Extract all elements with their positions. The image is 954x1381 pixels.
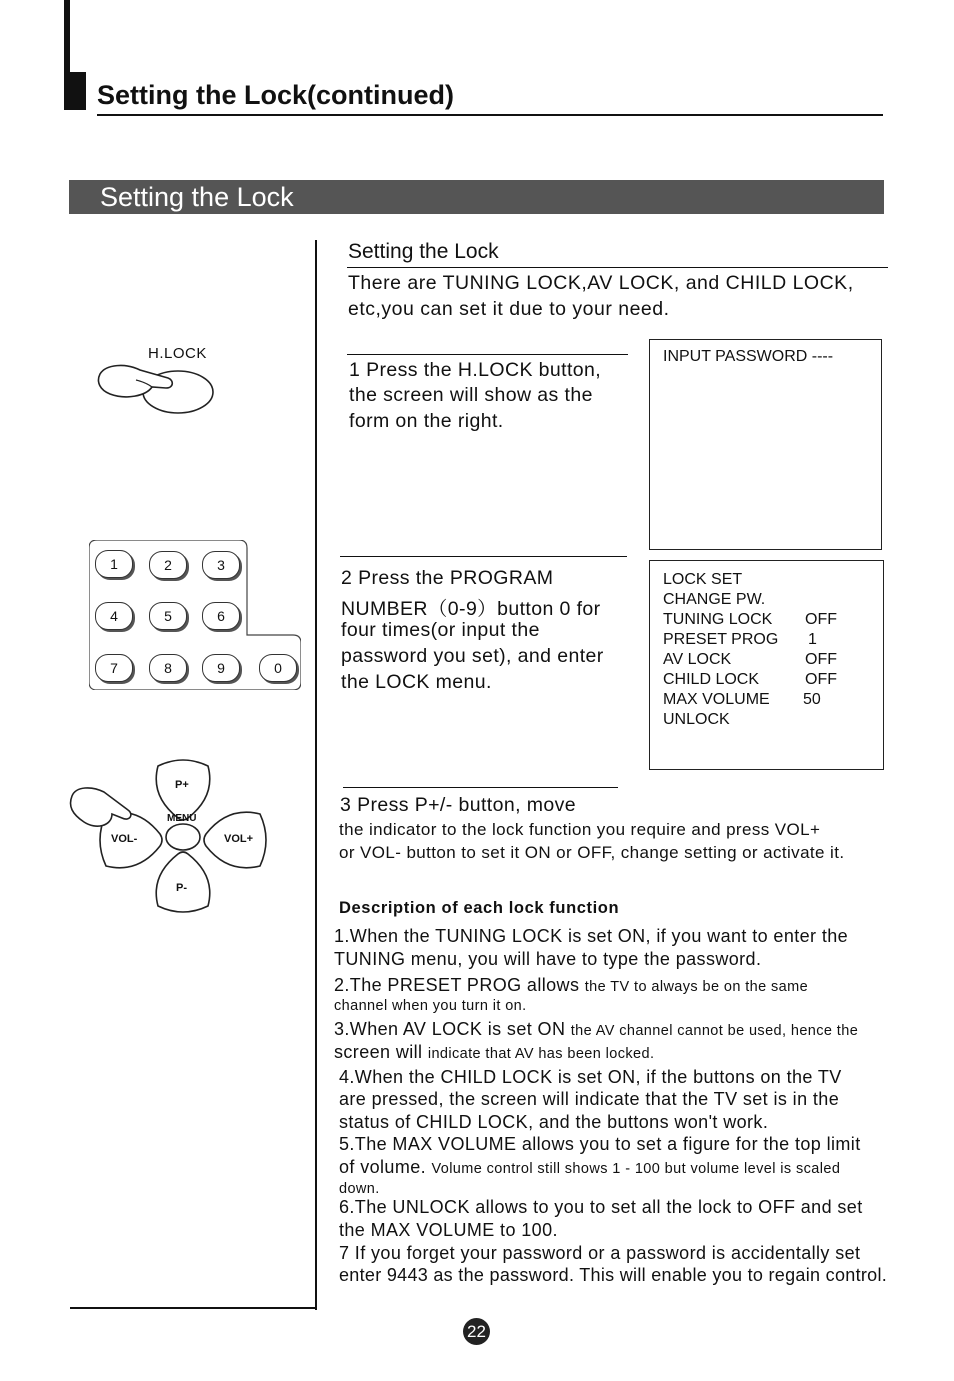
key-9[interactable]: 9 [202, 654, 240, 682]
desc-5-line-1: 5.The MAX VOLUME allows you to set a figure for the top limit [339, 1134, 861, 1154]
menu-row-av-lock: AV LOCK [663, 651, 732, 668]
desc-2-line-2: channel when you turn it on. [334, 998, 527, 1014]
step3-rule [343, 787, 618, 788]
intro-heading-rule [347, 267, 888, 268]
key-8[interactable]: 8 [149, 654, 187, 682]
key-4[interactable]: 4 [95, 602, 133, 630]
menu-row-child-lock: CHILD LOCK [663, 671, 760, 688]
intro-line-2: etc,you can set it due to your need. [348, 298, 670, 320]
step2-line-5: the LOCK menu. [341, 671, 492, 693]
menu-value-tuning-lock: OFF [805, 611, 837, 628]
desc-3-large-text: 3.When AV LOCK is set ON [334, 1019, 571, 1039]
step1-line-1: 1 Press the H.LOCK button, [349, 359, 602, 381]
step1-line-2: the screen will show as the [349, 384, 593, 406]
hlock-button-illustration [96, 360, 220, 418]
menu-row-tuning-lock: TUNING LOCK [663, 611, 773, 628]
key-7[interactable]: 7 [95, 654, 133, 682]
step3-line-1: 3 Press P+/- button, move [340, 794, 576, 816]
menu-row-max-volume: MAX VOLUME [663, 691, 770, 708]
desc-4-line-1: 4.When the CHILD LOCK is set ON, if the buttons on the TV [339, 1067, 842, 1087]
desc-5-line-3: down. [339, 1181, 380, 1197]
remote-direction-pad [66, 752, 276, 922]
desc-3-small-text-2: indicate that AV has been locked. [427, 1046, 655, 1062]
menu-row-change-pw: CHANGE PW. [663, 591, 766, 608]
step2-rule [340, 556, 627, 557]
desc-4-line-3: status of CHILD LOCK, and the buttons won't work. [339, 1112, 769, 1132]
desc-5-line-2 [339, 1157, 840, 1178]
desc-6-line-1: 6.The UNLOCK allows to you to set all the lock to OFF and set [339, 1197, 863, 1217]
desc-5-small-text: Volume control still shows 1 - 100 but volume level is scaled [431, 1161, 841, 1177]
password-prompt: INPUT PASSWORD ---- [663, 348, 834, 365]
key-5[interactable]: 5 [149, 602, 187, 630]
page-number: 22 [467, 1322, 486, 1341]
step3-line-3: or VOL- button to set it ON or OFF, change setting or activate it. [339, 843, 845, 862]
desc-4-line-2: are pressed, the screen will indicate that the TV set is in the [339, 1089, 840, 1109]
desc-2-line-1 [334, 975, 808, 996]
section-bar-title: Setting the Lock [100, 182, 294, 212]
menu-value-av-lock: OFF [805, 651, 837, 668]
desc-5-large-text: of volume. [339, 1157, 432, 1177]
key-2[interactable]: 2 [149, 551, 187, 579]
intro-line-1: There are TUNING LOCK,AV LOCK, and CHILD LOCK, [348, 272, 854, 294]
step2-line-1: 2 Press the PROGRAM [341, 567, 554, 589]
step3-line-2: the indicator to the lock function you require and press VOL+ [339, 820, 821, 839]
header-block-marker [64, 72, 86, 110]
desc-1-line-1: 1.When the TUNING LOCK is set ON, if you want to enter the [334, 926, 849, 946]
step2-line-2: NUMBER（0-9）button 0 for [341, 598, 601, 620]
p-minus-button[interactable]: P- [176, 882, 187, 894]
menu-value-child-lock: OFF [805, 671, 837, 688]
vol-plus-button[interactable]: VOL+ [224, 833, 254, 845]
key-3[interactable]: 3 [202, 551, 240, 579]
menu-value-preset-prog: 1 [808, 631, 817, 648]
desc-3-line-1 [334, 1019, 858, 1040]
column-divider [315, 240, 317, 1310]
lock-menu-screen [649, 560, 884, 770]
section-bar [69, 180, 884, 214]
desc-2-large-text: 2.The PRESET PROG allows [334, 975, 585, 995]
key-0[interactable]: 0 [259, 654, 297, 682]
step1-line-3: form on the right. [349, 410, 504, 432]
menu-value-max-volume: 50 [803, 691, 821, 708]
menu-row-lock-set: LOCK SET [663, 571, 743, 588]
password-screen [649, 339, 882, 550]
page-title: Setting the Lock(continued) [97, 80, 454, 110]
number-keypad [89, 540, 301, 690]
page-number-badge [463, 1318, 490, 1345]
key-6[interactable]: 6 [202, 602, 240, 630]
description-heading: Description of each lock function [339, 899, 620, 917]
menu-button[interactable]: MENU [167, 813, 197, 824]
step2-line-4: password you set), and enter [341, 645, 604, 667]
step2-line-3: four times(or input the [341, 619, 540, 641]
hlock-label: H.LOCK [148, 345, 207, 362]
key-1[interactable]: 1 [95, 550, 133, 578]
menu-row-preset-prog: PRESET PROG [663, 631, 779, 648]
bottom-left-rule [70, 1307, 317, 1309]
menu-button-shape [166, 824, 200, 850]
intro-heading: Setting the Lock [348, 240, 499, 263]
desc-7-line-1: 7 If you forget your password or a password is accidentally set [339, 1243, 861, 1263]
desc-1-line-2: TUNING menu, you will have to type the password. [334, 949, 762, 969]
p-plus-button[interactable]: P+ [175, 779, 189, 791]
desc-7-line-2: enter 9443 as the password. This will enable you to regain control. [339, 1265, 888, 1285]
desc-3-large-text-2: screen will [334, 1042, 428, 1062]
desc-3-small-text: the AV channel cannot be used, hence the [570, 1023, 859, 1039]
desc-6-line-2: the MAX VOLUME to 100. [339, 1220, 558, 1240]
menu-row-unlock: UNLOCK [663, 711, 730, 728]
title-underline [97, 114, 883, 116]
desc-2-small-text: the TV to always be on the same [584, 979, 809, 995]
vol-minus-button[interactable]: VOL- [111, 833, 138, 845]
desc-3-line-2 [334, 1042, 654, 1063]
step1-rule [347, 354, 628, 355]
